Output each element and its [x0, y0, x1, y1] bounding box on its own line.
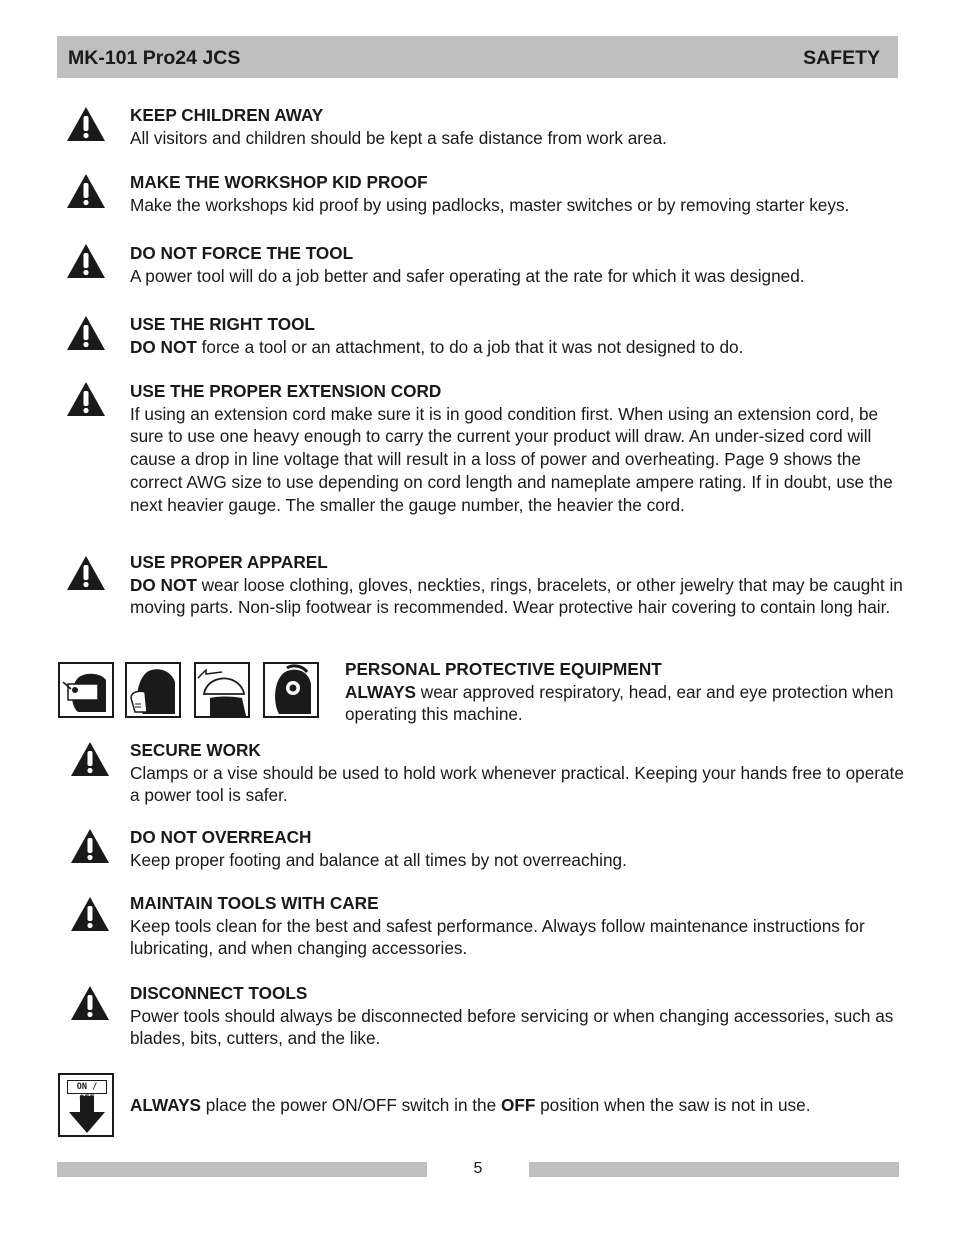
safety-item: [130, 313, 905, 358]
item-body: force a tool or an attachment, to do a job that it was not designed to do.: [196, 336, 744, 357]
item-title: DO NOT FORCE THE TOOL: [130, 243, 354, 263]
warning-icon: [70, 741, 110, 777]
footer-bar-left: [57, 1162, 427, 1177]
switch-note-tail: position when the saw is not in use.: [535, 1095, 811, 1115]
item-lead: DO NOT: [130, 574, 197, 595]
ear-protection-icon: [263, 662, 319, 718]
safety-item: [130, 380, 905, 516]
item-title: DO NOT OVERREACH: [130, 827, 312, 847]
warning-icon: [70, 985, 110, 1021]
item-body: Make the workshops kid proof by using padlocks, master switches or by removing starter keys.: [130, 194, 850, 215]
section-title: SAFETY: [803, 47, 880, 69]
safety-item: [130, 171, 905, 216]
warning-icon: [66, 106, 106, 142]
warning-icon: [70, 896, 110, 932]
safety-item: [130, 242, 905, 287]
warning-icon: [66, 243, 106, 279]
warning-icon: [66, 173, 106, 209]
item-body: If using an extension cord make sure it is in good condition first. When using an extension cord, be sure to use one heavy enough to carry the current your product will draw. An under-sized cord will cause a drop in line voltage that will result in a loss of power and overheating. Page 9 shows the correct AWG size to use depending on cord length and nameplate ampere rating. If in doubt, use the next heavier gauge. The smaller the gauge number, the heavier the cord.: [130, 403, 893, 515]
item-body: All visitors and children should be kept a safe distance from work area.: [130, 127, 667, 148]
item-body: wear approved respiratory, head, ear and eye protection when operating this machine.: [345, 681, 894, 725]
face-shield-icon: [58, 662, 114, 718]
page-header: [57, 36, 898, 78]
safety-item: [130, 982, 905, 1050]
item-body: Keep tools clean for the best and safest performance. Always follow maintenance instructions for lubricating, and when changing accessories.: [130, 915, 865, 959]
item-title: SECURE WORK: [130, 740, 261, 760]
item-body: Power tools should always be disconnected before servicing or when changing accessories, such as blades, bits, cutters, and the like.: [130, 1005, 894, 1049]
safety-item: [130, 104, 905, 149]
item-lead: DO NOT: [130, 336, 197, 357]
safety-item: [130, 892, 905, 960]
item-body: Keep proper footing and balance at all times by not overreaching.: [130, 849, 627, 870]
page-number: 5: [473, 1160, 483, 1177]
safety-item: [345, 658, 900, 726]
footer-bar-right: [529, 1162, 899, 1177]
on-off-label: ON /: [67, 1080, 107, 1094]
switch-note: [130, 1094, 905, 1117]
safety-item: [130, 739, 905, 807]
item-body: A power tool will do a job better and safer operating at the rate for which it was designed.: [130, 265, 805, 286]
item-title: USE THE PROPER EXTENSION CORD: [130, 381, 442, 401]
respirator-icon: [125, 662, 181, 718]
item-title: USE THE RIGHT TOOL: [130, 314, 315, 334]
switch-note-lead: ALWAYS: [130, 1095, 201, 1115]
switch-note-off: OFF: [500, 1095, 536, 1115]
hard-hat-icon: [194, 662, 250, 718]
warning-icon: [66, 315, 106, 351]
item-title: PERSONAL PROTECTIVE EQUIPMENT: [345, 659, 662, 679]
item-title: USE PROPER APPAREL: [130, 552, 328, 572]
down-arrow-icon: [68, 1096, 106, 1134]
item-lead: ALWAYS: [345, 681, 416, 702]
item-title: MAINTAIN TOOLS WITH CARE: [130, 893, 379, 913]
safety-item: [130, 551, 905, 619]
warning-icon: [70, 828, 110, 864]
switch-note-mid: place the power ON/OFF switch in the: [201, 1095, 501, 1115]
warning-icon: [66, 381, 106, 417]
item-title: MAKE THE WORKSHOP KID PROOF: [130, 172, 428, 192]
item-body: Clamps or a vise should be used to hold work whenever practical. Keeping your hands free to operate a power tool is safer.: [130, 762, 904, 806]
warning-icon: [66, 555, 106, 591]
item-body: wear loose clothing, gloves, neckties, rings, bracelets, or other jewelry that may be caught in moving parts. Non-slip footwear is recommended. Wear protective hair covering to contain long hair.: [130, 574, 903, 618]
model-title: MK-101 Pro24 JCS: [68, 47, 241, 69]
item-title: DISCONNECT TOOLS: [130, 983, 308, 1003]
safety-item: [130, 826, 905, 871]
power-off-icon: [58, 1073, 114, 1137]
item-title: KEEP CHILDREN AWAY: [130, 105, 324, 125]
